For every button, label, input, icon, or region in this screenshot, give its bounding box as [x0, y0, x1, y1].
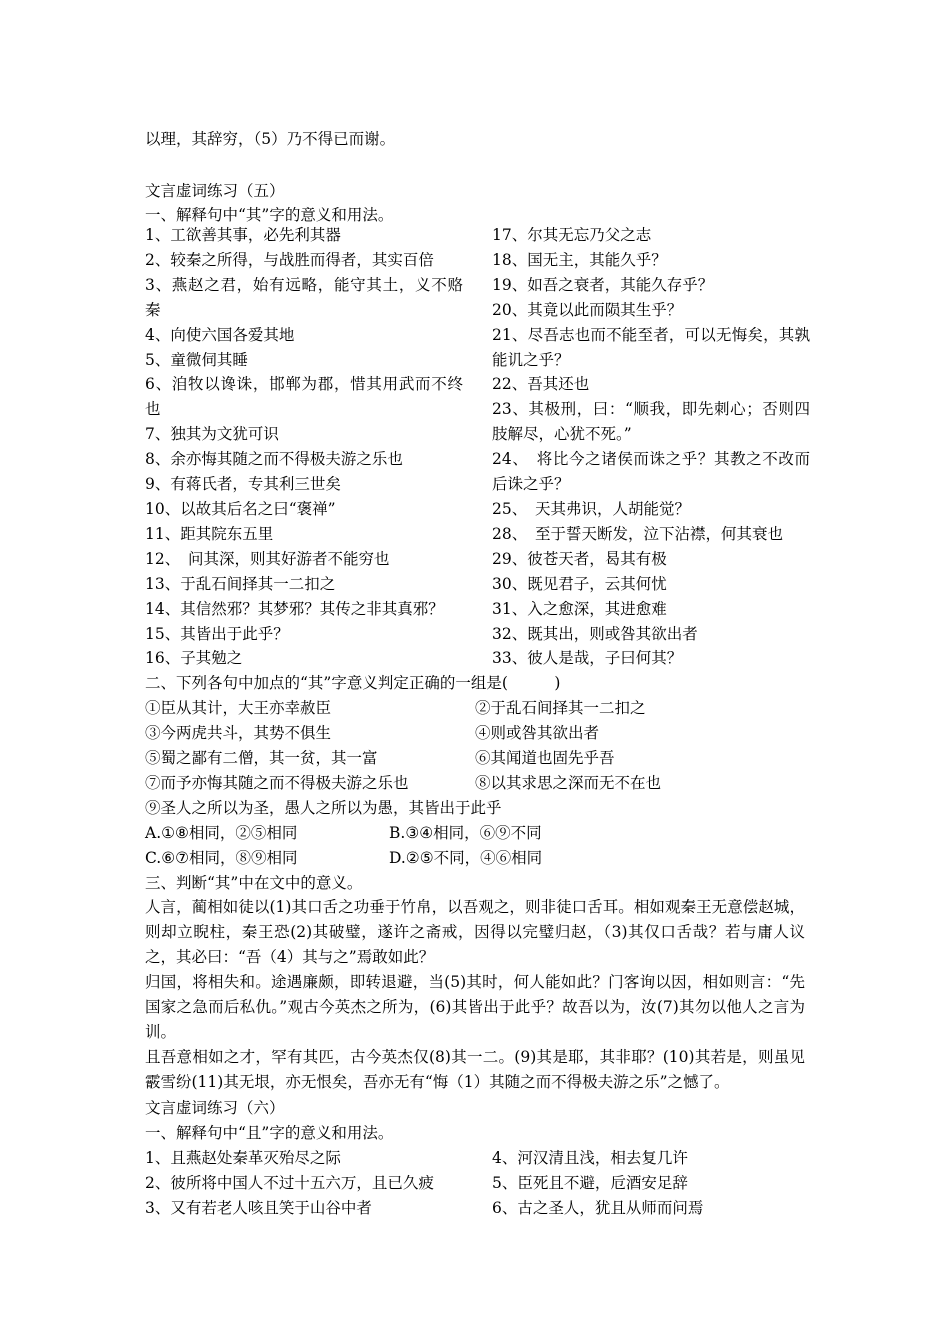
option-row: [145, 772, 661, 794]
list-item: 6、洎牧以谗诛，邯郸为郡，惜其用武而不终也: [145, 375, 463, 419]
option-item: ①臣从其计，大王亦幸赦臣: [145, 699, 332, 717]
list-item: 28、 至于誓天断发，泣下沾襟，何其衰也: [492, 524, 783, 543]
list-item: 5、臣死且不避，卮酒安足辞: [492, 1174, 688, 1192]
option-row: [145, 722, 599, 744]
sec5-part1-heading: 一、解释句中“其”字的意义和用法。: [145, 206, 394, 224]
list-item: 7、独其为文犹可识: [145, 425, 279, 444]
list-item: 15、其皆出于此乎？: [145, 624, 289, 643]
section-5-title: 文言虚词练习（五）: [145, 182, 285, 200]
intro-line: 以理，其辞穷，（5）乃不得已而谢。: [145, 130, 396, 148]
list-item: 32、既其出，则或咎其欲出者: [492, 624, 698, 643]
answer-row: [145, 822, 542, 844]
answer-row: [145, 847, 542, 869]
list-item: 9、有蒋氏者，专其利三世矣: [145, 475, 341, 494]
list-item: 24、 将比今之诸侯而诛之乎？其教之不改而后诛之乎？: [492, 450, 810, 494]
option-row: [145, 697, 646, 719]
passage-paragraph-2: 归国，将相失和。途遇廉颇，即转退避，当(5)其时，何人能如此？门客询以因，相如则言：“先国家之急而后私仇。”观古今英杰之所为，(6)其皆出于此乎？故吾以为，汝(7)其勿以他人之言为训。: [145, 973, 805, 1041]
option-item: ⑧以其求思之深而无不在也: [475, 774, 662, 792]
sec6-row: [145, 1172, 688, 1194]
option-item: ③今两虎共斗，其势不俱生: [145, 724, 332, 742]
option-item: ②于乱石间择其一二扣之: [475, 699, 646, 717]
list-item: 6、古之圣人，犹且从师而问焉: [492, 1199, 704, 1217]
option-row: [145, 747, 615, 769]
list-item: 22、吾其还也: [492, 375, 590, 394]
list-item: 31、入之愈深，其进愈难: [492, 599, 667, 618]
sec6-row: [145, 1197, 703, 1219]
sec6-row: [145, 1147, 688, 1169]
list-item: 14、其信然邪？其梦邪？其传之非其真邪？: [145, 599, 444, 618]
list-item: 12、 问其深，则其好游者不能穷也: [145, 549, 390, 568]
list-item: 4、河汉清且浅，相去复几许: [492, 1149, 688, 1167]
option-item: ④则或咎其欲出者: [475, 724, 600, 742]
list-item: 18、国无主，其能久乎？: [492, 250, 667, 269]
list-item: 29、彼苍天者，曷其有极: [492, 549, 667, 568]
sec5-part2-heading: 二、下列各句中加点的“其”字意义判定正确的一组是( ): [145, 674, 561, 692]
list-item: 1、工欲善其事，必先利其器: [145, 226, 341, 244]
list-item: 4、向使六国各爱其地: [145, 325, 295, 344]
section-6-title: 文言虚词练习（六）: [145, 1099, 285, 1117]
list-item: 5、童微伺其睡: [145, 350, 248, 369]
answer-option-c: C.⑥⑦相同，⑧⑨相同: [145, 849, 298, 867]
sec5-part3-heading: 三、判断“其”中在文中的意义。: [145, 874, 363, 892]
sec6-heading: 一、解释句中“且”字的意义和用法。: [145, 1124, 394, 1142]
list-item: 3、燕赵之君，始有远略，能守其土，义不赂秦: [145, 275, 463, 319]
answer-option-d: D.②⑤不同，④⑥相同: [389, 849, 543, 867]
list-item: 3、又有若老人咳且笑于山谷中者: [145, 1199, 372, 1217]
list-item: 20、其竟以此而陨其生乎？: [492, 300, 683, 319]
list-item: 17、尔其无忘乃父之志: [492, 226, 652, 244]
list-item: 13、于乱石间择其一二扣之: [145, 574, 336, 593]
list-item: 30、既见君子，云其何忧: [492, 574, 667, 593]
list-item: 33、彼人是哉，子曰何其？: [492, 649, 683, 668]
sec5-right-column: [492, 223, 810, 671]
option-item: ⑥其闻道也固先乎吾: [475, 749, 615, 767]
list-item: 1、且燕赵处秦革灭殆尽之际: [145, 1149, 341, 1167]
list-item: 16、子其勉之: [145, 649, 243, 668]
passage-paragraph-1: 人言，蔺相如徒以(1)其口舌之功垂于竹帛，以吾观之，则非徒口舌耳。相如观秦王无意偿赵城，则却立睨柱，秦王恐(2)其破璧，遂许之斋戒，因得以完璧归赵，（3)其仅口舌哉？若与庸人议之，其必曰：“吾（4）其与之”焉敢如此？: [145, 898, 805, 966]
option-item-9: ⑨圣人之所以为圣，愚人之所以为愚，其皆出于此乎: [145, 799, 502, 817]
option-item: ⑦而予亦悔其随之而不得极夫游之乐也: [145, 774, 409, 792]
list-item: 11、距其院东五里: [145, 524, 274, 543]
list-item: 2、彼所将中国人不过十五六万，且已久疲: [145, 1174, 434, 1192]
answer-option-b: B.③④相同，⑥⑨不同: [389, 824, 542, 842]
list-item: 23、其极刑，曰：“顺我，即先刺心；否则四肢解尽，心犹不死。”: [492, 400, 810, 444]
passage-paragraph-3: 且吾意相如之才，罕有其匹，古今英杰仅(8)其一二。(9)其是耶，其非耶？(10)其若是，则虽见霰雪纷(11)其无垠，亦无恨矣，吾亦无有“悔（1）其随之而不得极夫游之乐”之憾了。: [145, 1048, 805, 1091]
list-item: 2、较秦之所得，与战胜而得者，其实百倍: [145, 250, 434, 269]
list-item: 10、以故其后名之曰“褒禅”: [145, 499, 336, 518]
list-item: 19、如吾之衰者，其能久存乎？: [492, 275, 714, 294]
sec5-left-column: [145, 223, 463, 671]
list-item: 25、 天其弗识，人胡能觉？: [492, 499, 690, 518]
answer-option-a: A.①⑧相同，②⑤相同: [145, 824, 298, 842]
list-item: 21、尽吾志也而不能至者，可以无悔矣，其孰能讥之乎？: [492, 325, 810, 369]
option-item: ⑤蜀之鄙有二僧，其一贫，其一富: [145, 749, 378, 767]
list-item: 8、余亦悔其随之而不得极夫游之乐也: [145, 450, 403, 469]
